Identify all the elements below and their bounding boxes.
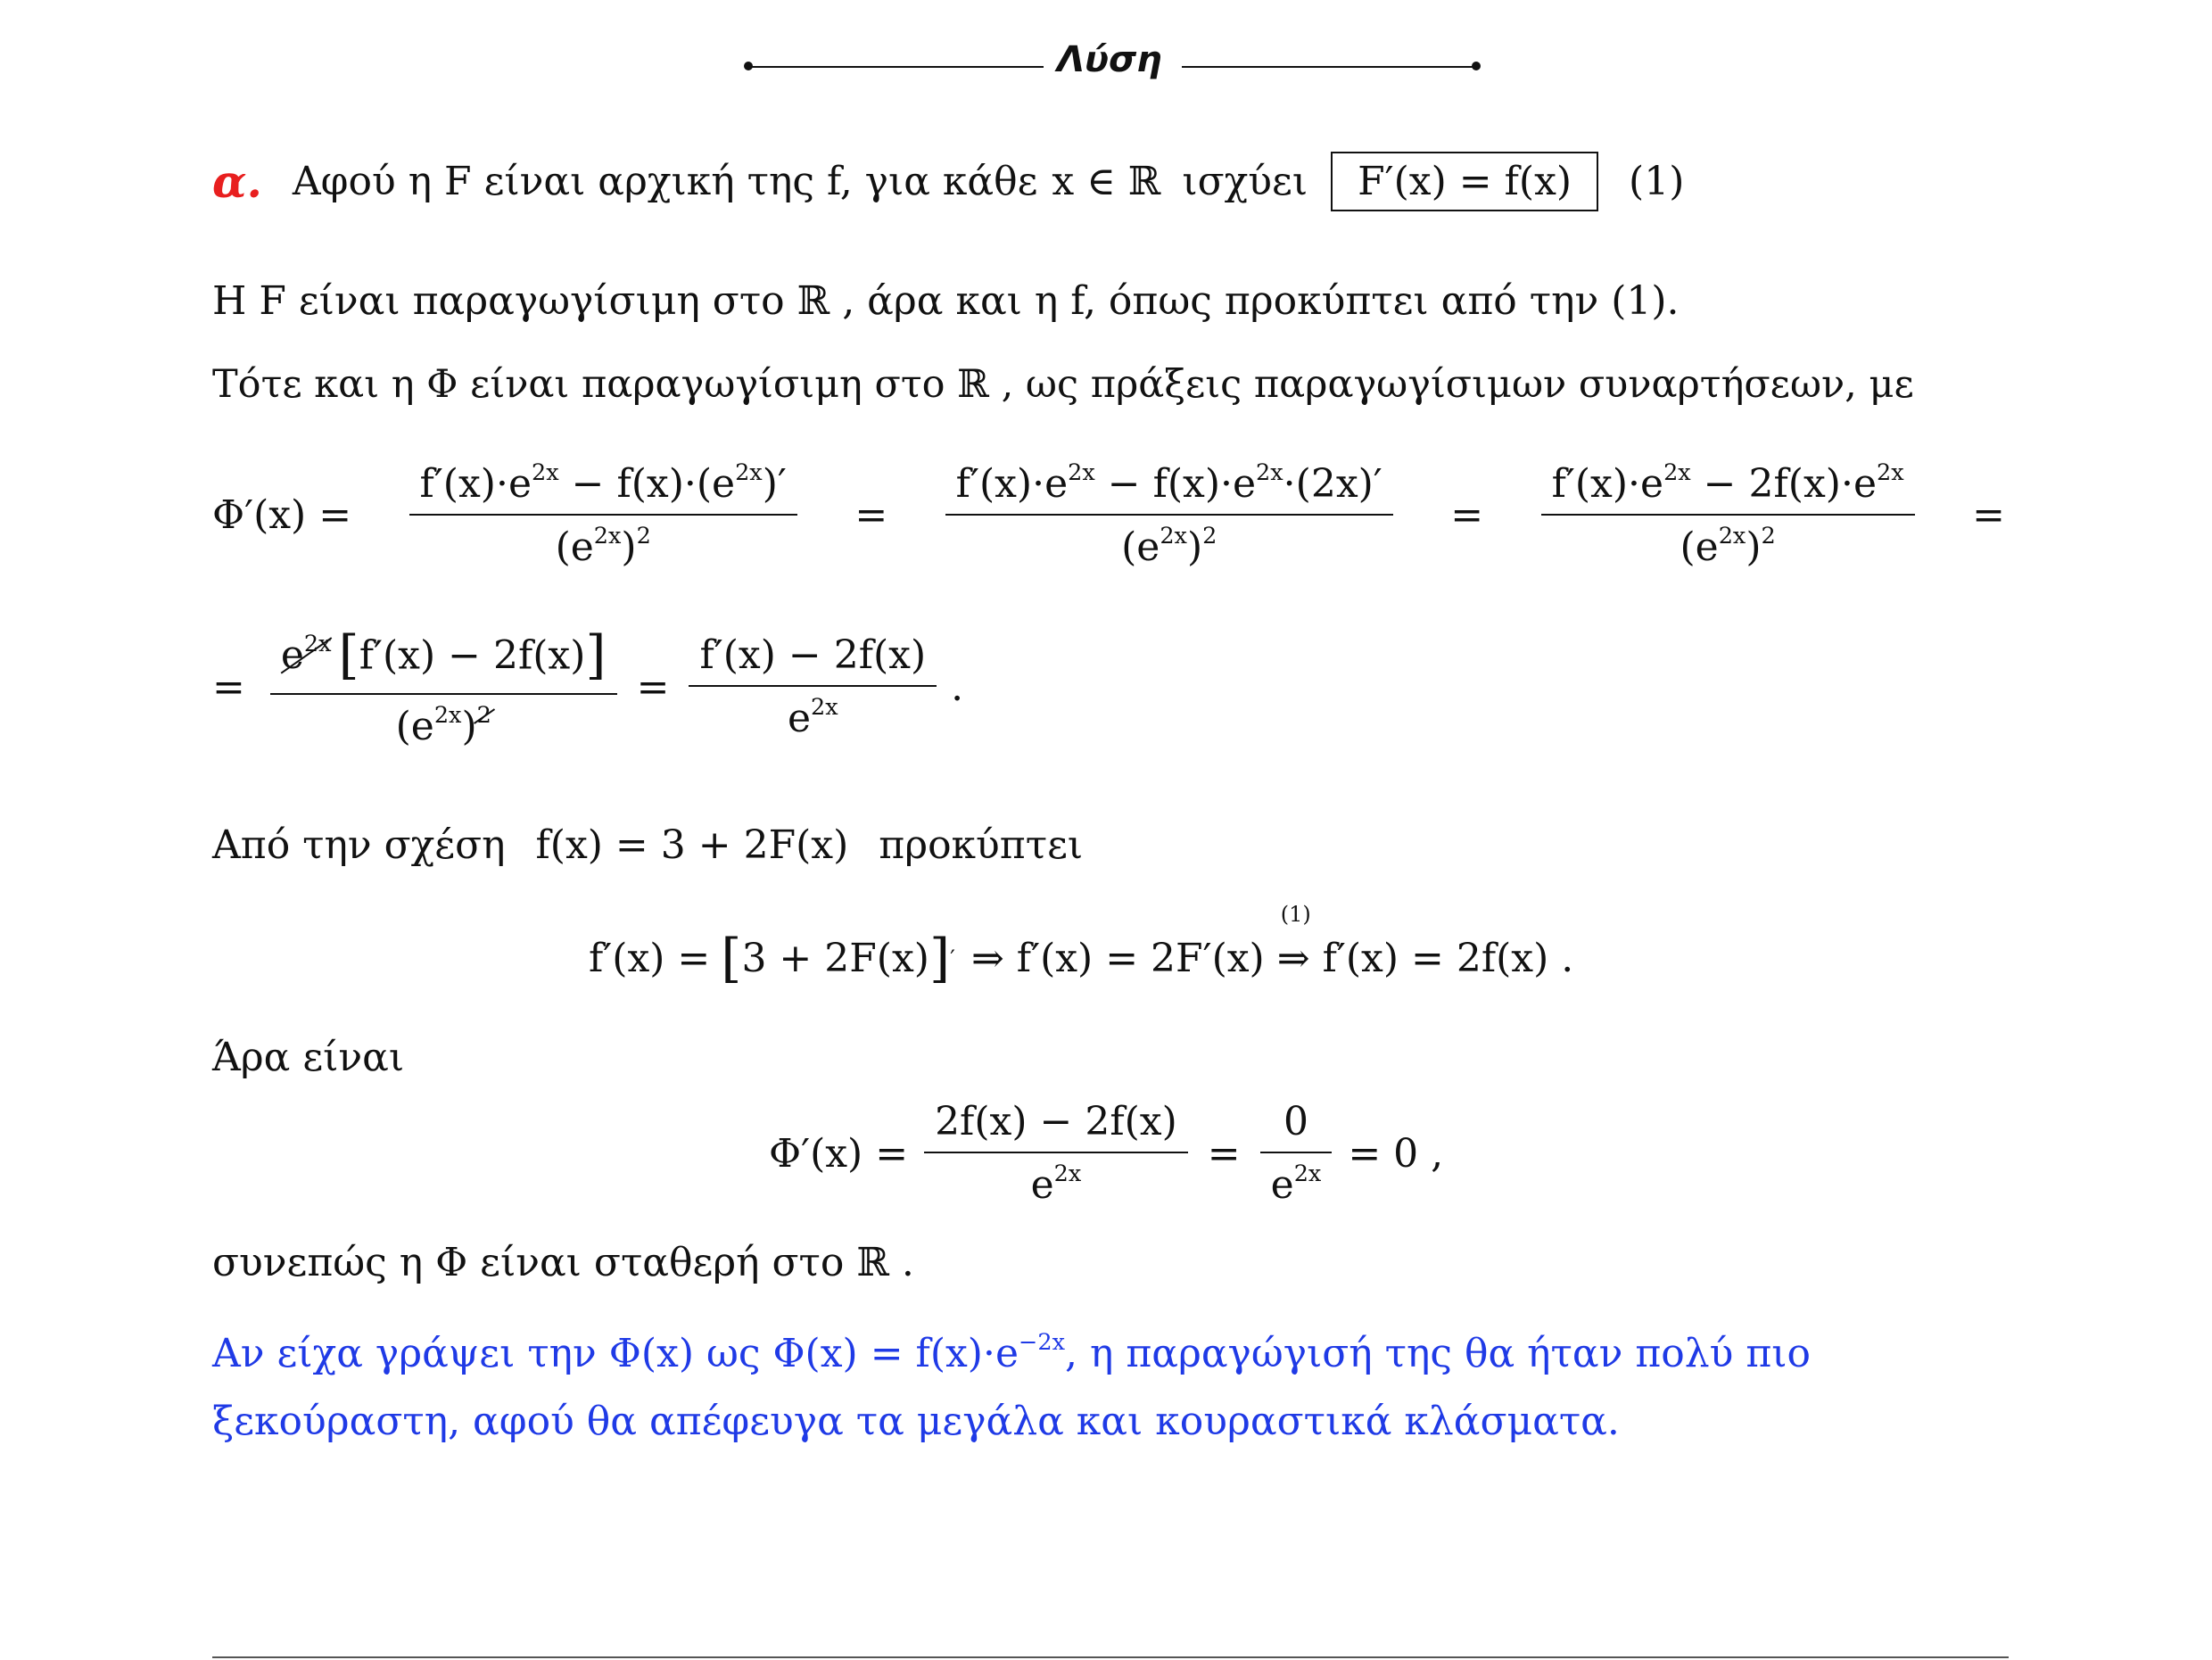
ara-line: Άρα είναι bbox=[212, 1035, 405, 1080]
part-a-marker: α. bbox=[212, 155, 262, 208]
derivative-equation-2 bbox=[212, 624, 963, 749]
conclusion-line: συνεπώς η Φ είναι σταθερή στο ℝ . bbox=[212, 1240, 914, 1285]
header-dot-left bbox=[744, 62, 753, 70]
equals-1: = bbox=[854, 491, 888, 538]
header-rule-left bbox=[749, 66, 1044, 68]
part-a-intro: Αφού η F είναι αρχική της f, για κάθε bbox=[292, 159, 1038, 204]
text-line-2: Η F είναι παραγωγίσιμη στο ℝ , άρα και η f, όπως προκύπτει από την (1). bbox=[212, 278, 1680, 324]
note-line-2: ξεκούραστη, αφού θα απέφευγα τα μεγάλα και κουραστικά κλάσματα. bbox=[212, 1399, 1620, 1444]
equals-3: = bbox=[1972, 491, 2005, 538]
equals-2: = bbox=[1450, 491, 1484, 538]
fraction-cancel: $\frac{e^{2x} [f'(x) - 2f(x)]}{(e^{2x})2}$ bbox=[270, 624, 617, 749]
final-fraction-1: $\frac{2f(x) - 2f(x)}{e^{2x}}$ bbox=[924, 1099, 1188, 1208]
part-a-condition: x ∈ ℝ bbox=[1052, 159, 1161, 204]
cancelled-exponential: $e^{2x}$ bbox=[280, 631, 332, 679]
fraction-3: $\frac{f'(x)\cdot e^{2x} - 2f(x)\cdot e^{2x}}{(e^{2x})^2}$ bbox=[1541, 459, 1915, 570]
part-a-verb: ισχύει bbox=[1182, 159, 1308, 204]
arrow-label: (1) bbox=[1280, 902, 1311, 927]
header-dot-right bbox=[1472, 62, 1481, 70]
final-equation: Φ′(x) = $\frac{2f(x) - 2f(x)}{e^{2x}}$ = $\frac{0}{e^{2x}}$ = 0 , bbox=[769, 1099, 1444, 1209]
header-rule-right bbox=[1182, 66, 1476, 68]
fraction-1: $\frac{f'(x)\cdot e^{2x} - f(x)\cdot(e^{2x})'}{(e^{2x})^2}$ bbox=[409, 459, 797, 570]
footer-rule bbox=[212, 1656, 2009, 1658]
fraction-2: $\frac{f'(x)\cdot e^{2x} - f(x)\cdot e^{2x}\cdot(2x)'}{(e^{2x})^2}$ bbox=[945, 459, 1393, 570]
implies-with-label: (1) ⇒ bbox=[1276, 902, 1311, 981]
cancelled-power: 2 bbox=[476, 702, 491, 729]
text-line-3: Τότε και η Φ είναι παραγωγίσιμη στο ℝ , ως πράξεις παραγωγίσιμων συναρτήσεων, με bbox=[212, 362, 1914, 407]
fraction-result: $\frac{f'(x) - 2f(x)}{e^{2x}}$ bbox=[689, 632, 937, 741]
equals-4: = bbox=[636, 664, 670, 710]
header-title: Λύση bbox=[1057, 39, 1162, 80]
relation-equation: f′(x) = [ 3 + 2F(x) ] ′ ⇒ f′(x) = 2F′(x) (1) ⇒ f′(x) = 2f(x) . bbox=[589, 902, 1574, 989]
relation-line: Από την σχέση f(x) = 3 + 2F(x) προκύπτει bbox=[212, 822, 1084, 868]
period-1: . bbox=[951, 664, 964, 710]
boxed-equation: F′(x) = f(x) bbox=[1331, 152, 1598, 211]
leading-equals: = bbox=[212, 664, 245, 710]
note-line-1: Αν είχα γράψει την Φ(x) ως $\Phi(x) = f(x)\cdot e^{-2x}$, η παραγώγισή της θα ήταν πολύ πιο bbox=[212, 1329, 1812, 1377]
derivative-equation-1 bbox=[212, 459, 2005, 570]
phi-prime-lhs: Φ′(x) = bbox=[212, 491, 352, 538]
equation-label: (1) bbox=[1629, 159, 1685, 204]
final-fraction-2: $\frac{0}{e^{2x}}$ bbox=[1260, 1099, 1333, 1208]
relation-formula: f(x) = 3 + 2F(x) bbox=[535, 822, 849, 868]
part-a-line bbox=[212, 152, 1684, 211]
